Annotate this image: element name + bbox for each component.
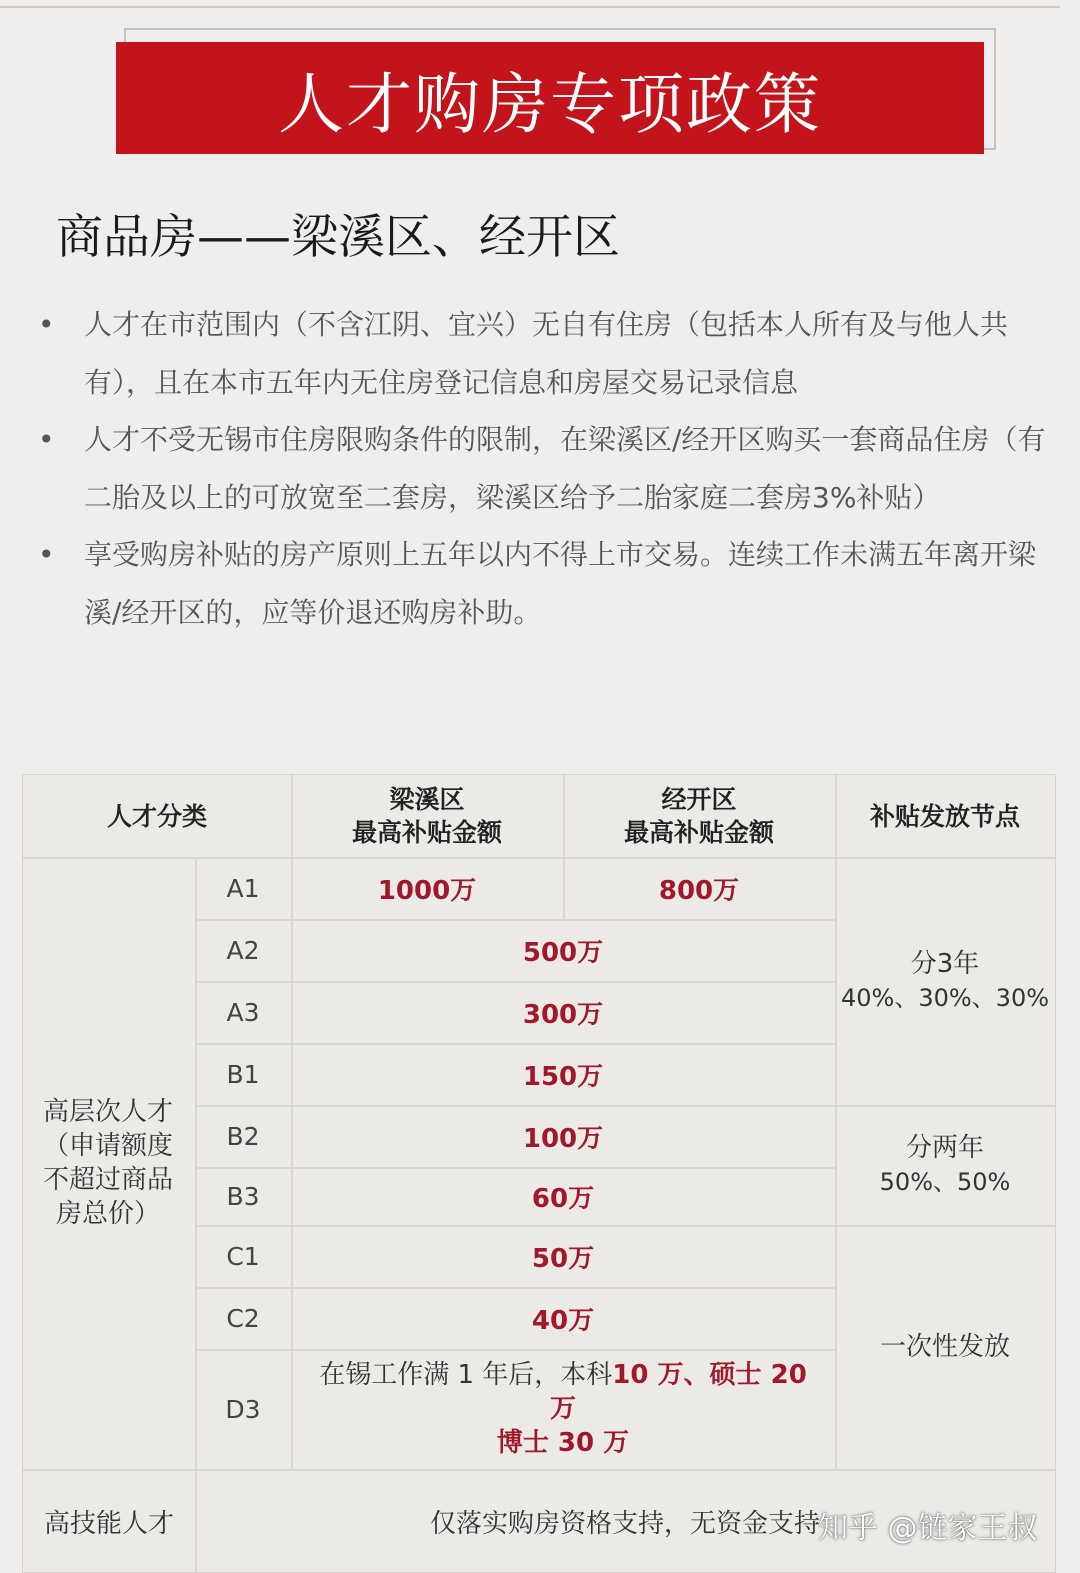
- page-title: 人才购房专项政策: [116, 42, 984, 154]
- header-jingkai: 经开区 最高补贴金额: [623, 785, 774, 847]
- bullet-dot-icon: •: [38, 308, 55, 341]
- policy-bullet-list: [30, 296, 1070, 641]
- amount-b2: 100万: [522, 1123, 604, 1154]
- bullet-text: 人才不受无锡市住房限购条件的限制，在梁溪区/经开区购买一套商品住房（有二胎及以上的可放宽至二套房，梁溪区给予二胎家庭二套房3%补贴）: [84, 423, 1046, 514]
- amount-a2: 500万: [522, 937, 604, 968]
- node-two-year: 分两年 50%、50%: [879, 1133, 1011, 1196]
- amount-a3: 300万: [522, 999, 604, 1030]
- header-category: 人才分类: [106, 801, 207, 831]
- amount-c2: 40万: [531, 1305, 595, 1336]
- node-three-year: 分3年 40%、30%、30%: [840, 949, 1050, 1012]
- code-b1: B1: [226, 1059, 260, 1089]
- code-a2: A2: [226, 935, 260, 965]
- code-a3: A3: [226, 997, 260, 1027]
- amount-a1-jingkai: 800万: [658, 875, 740, 906]
- zhihu-watermark: 知乎 @链家王叔: [818, 1511, 1038, 1546]
- code-a1: A1: [226, 873, 260, 903]
- amount-b1: 150万: [522, 1061, 604, 1092]
- code-d3: D3: [225, 1394, 261, 1424]
- policy-bullet: [30, 296, 1070, 411]
- amount-c1: 50万: [531, 1243, 595, 1274]
- code-c1: C1: [226, 1241, 260, 1271]
- header-liangxi: 梁溪区 最高补贴金额: [351, 785, 502, 847]
- skilled-talent-text: 仅落实购房资格支持，无资金支持: [429, 1508, 820, 1539]
- node-one-time: 一次性发放: [879, 1332, 1010, 1362]
- amount-a1-liangxi: 1000万: [377, 875, 477, 906]
- bullet-dot-icon: •: [38, 538, 55, 571]
- policy-bullet: [30, 411, 1070, 526]
- amount-b3: 60万: [531, 1183, 595, 1214]
- amount-d3: 在锡工作满 1 年后，本科10 万、硕士 20 万 博士 30 万: [319, 1360, 807, 1458]
- bullet-text: 享受购房补贴的房产原则上五年以内不得上市交易。连续工作未满五年离开梁溪/经开区的，应等价退还购房补助。: [84, 538, 1037, 629]
- subsidy-table: [22, 774, 1056, 1573]
- section-subtitle: 商品房——梁溪区、经开区: [56, 210, 620, 265]
- skilled-talent-label: 高技能人才: [43, 1508, 174, 1539]
- top-divider: [0, 6, 1060, 8]
- bullet-dot-icon: •: [38, 423, 55, 456]
- policy-bullet: [30, 526, 1070, 641]
- header-node: 补贴发放节点: [869, 801, 1020, 831]
- high-level-talent-label: 高层次人才（申请额度不超过商品房总价）: [42, 1097, 173, 1229]
- code-c2: C2: [226, 1303, 260, 1333]
- code-b3: B3: [226, 1181, 260, 1211]
- code-b2: B2: [226, 1121, 260, 1151]
- bullet-text: 人才在市范围内（不含江阴、宜兴）无自有住房（包括本人所有及与他人共有），且在本市五年内无住房登记信息和房屋交易记录信息: [84, 308, 1009, 399]
